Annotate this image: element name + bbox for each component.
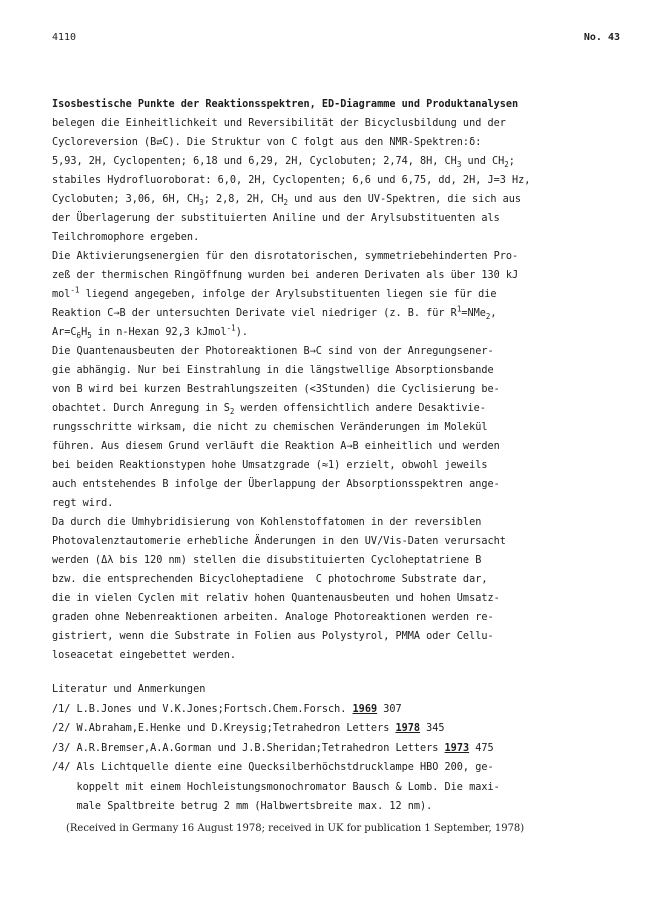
text-line: bzw. die entsprechenden Bicycloheptadiene C photochrome Substrate dar,	[52, 574, 488, 585]
page-number: 4110	[52, 32, 77, 43]
issue-number: No. 43	[583, 32, 620, 43]
reference-item-continued: male Spaltbreite betrug 2 mm (Halbwertsbreite max. 12 nm).	[52, 801, 433, 812]
text-line: gistriert, wenn die Substrate in Folien aus Polystyrol, PMMA oder Cellu-	[52, 631, 494, 642]
reference-item-continued: koppelt mit einem Hochleistungsmonochromator Bausch & Lomb. Die maxi-	[52, 781, 500, 793]
text-line: loseacetat eingebettet werden.	[52, 650, 237, 661]
text-line: Cycloreversion (B⇄C). Die Struktur von C folgt aus den NMR-Spektren:δ:	[52, 137, 482, 148]
text-line: der Überlagerung der substituierten Aniline und der Arylsubstituenten als	[52, 213, 500, 224]
text-line: Cyclobuten; 3,06, 6H, $CH_3$; 2,8, 2H, $CH_2$ und aus den UV-Spektren, die sich aus	[52, 194, 522, 208]
text-line: regt wird.	[52, 498, 114, 509]
text-line: $Ar=C_6H_5$ in n-Hexan 92,3 kJmol$^{-1}$).	[52, 323, 248, 341]
text-line: Isosbestische Punkte der Reaktionsspektren, ED-Diagramme und Produktanalysen	[52, 99, 519, 110]
text-line: belegen die Einheitlichkeit und Reversibilität der Bicyclusbildung und der	[52, 118, 506, 129]
text-line: rungsschritte wirksam, die nicht zu chemischen Veränderungen im Molekül	[52, 422, 488, 433]
body-text	[52, 95, 624, 665]
text-line: Die Quantenausbeuten der Photoreaktionen B→C sind von der Anregungsener-	[52, 346, 494, 357]
text-line: bei beiden Reaktionstypen hohe Umsatzgrade (≈1) erzielt, obwohl jeweils	[52, 460, 488, 471]
text-line: zeß der thermischen Ringöffnung wurden bei anderen Derivaten als über 130 kJ	[52, 270, 519, 281]
text-line: mol$^{-1}$ liegend angegeben, infolge der Arylsubstituenten liegen sie für die	[52, 285, 497, 300]
text-line: von B wird bei kurzen Bestrahlungszeiten (<3Stunden) die Cyclisierung be-	[52, 384, 500, 395]
received-note: (Received in Germany 16 August 1978; received in UK for publication 1 September, 1978)	[66, 823, 525, 834]
text-line: Da durch die Umhybridisierung von Kohlenstoffatomen in der reversiblen	[52, 517, 482, 528]
text-line: die in vielen Cyclen mit relativ hohen Quantenausbeuten und hohen Umsatz-	[52, 593, 500, 604]
text-line: führen. Aus diesem Grund verläuft die Reaktion A→B einheitlich und werden	[52, 441, 500, 452]
references-section	[52, 680, 624, 817]
text-line: stabiles Hydrofluoroborat: 6,0, 2H, Cyclopenten; 6,6 und 6,75, dd, 2H, J=3 Hz,	[52, 175, 531, 186]
text-line: werden (Δλ bis 120 nm) stellen die disubstituierten Cycloheptatriene B	[52, 555, 482, 566]
text-line: Die Aktivierungsenergien für den disrotatorischen, symmetriebehinderten Pro-	[52, 251, 519, 262]
reference-item: /2/ W.Abraham,E.Henke und D.Kreysig;Tetrahedron Letters 1978 345	[52, 723, 445, 734]
reference-item: /1/ L.B.Jones und V.K.Jones;Fortsch.Chem.Forsch. 1969 307	[52, 703, 402, 715]
text-line: Photovalenztautomerie erhebliche Änderungen in den UV/Vis-Daten verursacht	[52, 536, 506, 547]
text-line: gie abhängig. Nur bei Einstrahlung in die längstwellige Absorptionsbande	[52, 365, 494, 376]
reference-item: /3/ A.R.Bremser,A.A.Gorman und J.B.Sheridan;Tetrahedron Letters 1973 475	[52, 742, 494, 754]
references-heading: Literatur und Anmerkungen	[52, 684, 206, 695]
text-line: obachtet. Durch Anregung in $S_2$ werden offensichtlich andere Desaktivie-	[52, 403, 486, 417]
text-line: Teilchromophore ergeben.	[52, 232, 200, 243]
text-line: Reaktion C→B der untersuchten Derivate viel niedriger (z. B. für $R^1=NMe_2$,	[52, 304, 497, 322]
text-line: auch entstehendes B infolge der Überlappung der Absorptionsspektren ange-	[52, 479, 500, 490]
text-line: 5,93, 2H, Cyclopenten; 6,18 und 6,29, 2H, Cyclobuten; 2,74, 8H, $CH_3$ und $CH_2$;	[52, 156, 515, 170]
reference-item: /4/ Als Lichtquelle diente eine Quecksilberhöchstdrucklampe HBO 200, ge-	[52, 762, 494, 773]
text-line: graden ohne Nebenreaktionen arbeiten. Analoge Photoreaktionen werden re-	[52, 612, 494, 623]
